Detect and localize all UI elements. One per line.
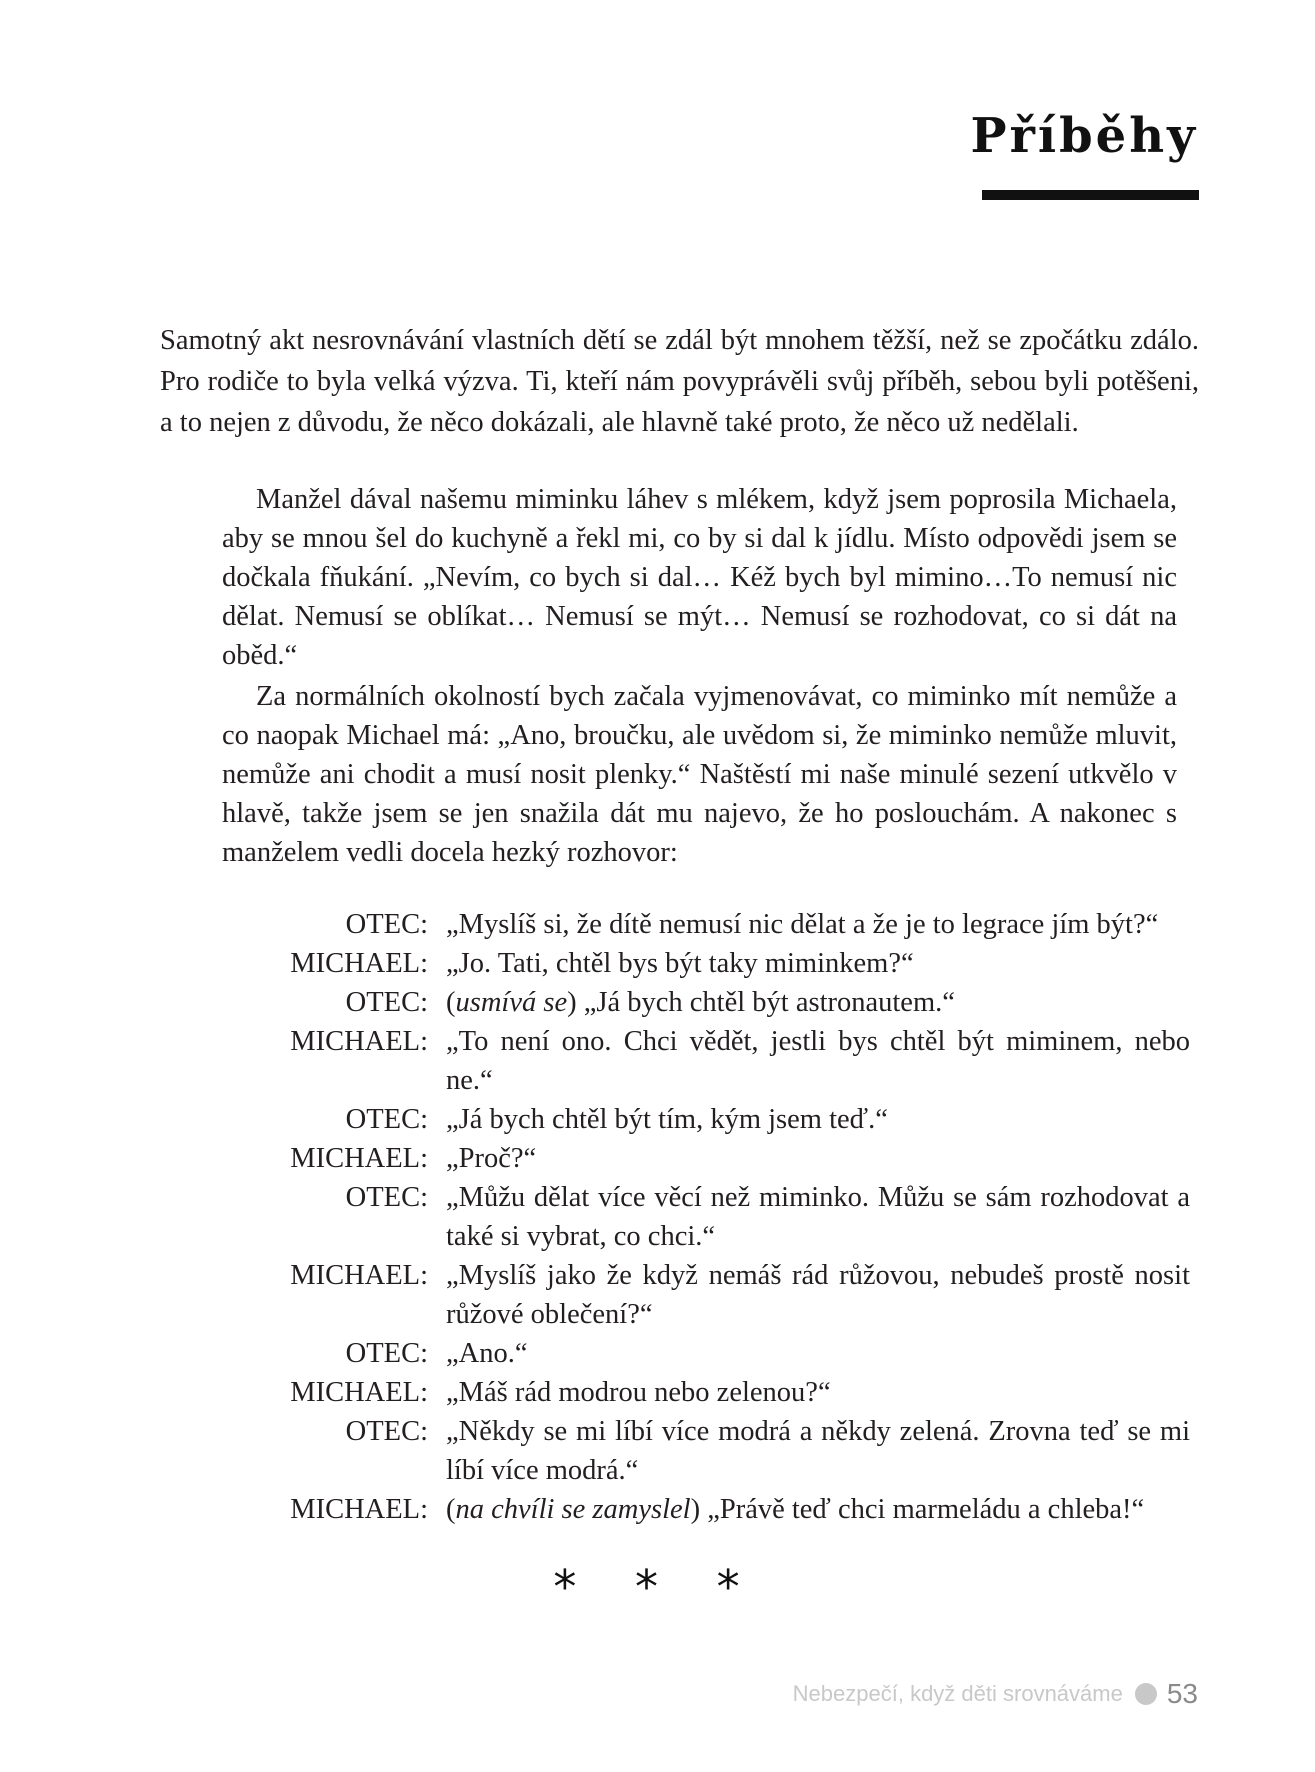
dialogue-speech: (usmívá se) „Já bych chtěl být astronautem.“ [446,987,955,1018]
dialogue-speech: (na chvíli se zamyslel) „Právě teď chci marmeládu a chleba!“ [446,1494,1145,1525]
running-title: Nebezpečí, když děti srovnáváme [792,1681,1123,1706]
dialogue-line [230,944,1190,983]
dialogue-text: „Proč?“ [446,1143,537,1174]
intro-paragraph: Samotný akt nesrovnávání vlastních dětí se zdál být mnohem těžší, než se zpočátku zdálo. Pro rodiče to byla velká výzva. Ti, kteří nám povyprávěli svůj příběh, sebou byli potěšeni, a to nejen z důvodu, že něco dokázali, ale hlavně také proto, že něco už nedělali. [160,325,1199,438]
dialogue-text: „Můžu dělat více věcí než miminko. Můžu se sám rozhodovat a také si vybrat, co chci.“ [446,1182,1190,1252]
dialogue-speech [446,905,1190,944]
dialogue [230,905,1190,1529]
dialogue-speech [446,1334,1190,1373]
dialogue-text: „Jo. Tati, chtěl bys být taky miminkem?“ [446,948,914,979]
dialogue-speaker: MICHAEL: [290,1260,428,1291]
dialogue-speaker: OTEC: [345,1182,428,1213]
dialogue-speech [446,1373,1190,1412]
dialogue-line [230,1490,1190,1529]
dialogue-line [230,983,1190,1022]
dialogue-text: „Ano.“ [446,1338,528,1369]
story-paragraph: Za normálních okolností bych začala vyjmenovávat, co miminko mít nemůže a co naopak Michael má: „Ano, broučku, ale uvědom si, že miminko nemůže mluvit, nemůže ani chodit a musí nosit plenky.“ Naštěstí mi naše minulé sezení utkvělo v hlavě, takže jsem se jen snažila dát mu najevo, že ho poslouchám. A nakonec s manželem vedli docela hezký rozhovor: [222,681,1177,868]
dialogue-text: „Myslíš jako že když nemáš rád růžovou, nebudeš prostě nosit růžové oblečení?“ [446,1260,1190,1330]
dialogue-speaker: OTEC: [345,909,428,940]
dialogue-speaker: MICHAEL: [290,1377,428,1408]
dialogue-speaker: OTEC: [345,1416,428,1447]
dialogue-line [230,1100,1190,1139]
story-paragraph: Manžel dával našemu miminku láhev s mlékem, když jsem poprosila Michaela, aby se mnou šel do kuchyně a řekl mi, co by si dal k jídlu. Místo odpovědi jsem se dočkala fňukání. „Nevím, co bych si dal… Kéž bych byl mimino…To nemusí nic dělat. Nemusí se oblíkat… Nemusí se mýt… Nemusí se rozhodovat, co si dát na oběd.“ [222,484,1177,671]
dialogue-line [230,1178,1190,1256]
dialogue-text: „Máš rád modrou nebo zelenou?“ [446,1377,831,1408]
page-number: 53 [1166,1678,1198,1709]
dialogue-speaker: MICHAEL: [290,1026,428,1057]
dialogue-line [230,1334,1190,1373]
dialogue-speech [446,944,1190,983]
dialogue-text: „Právě teď chci marmeládu a chleba!“ [707,1494,1145,1525]
dialogue-speaker: OTEC: [345,987,428,1018]
dialogue-text: „Já bych chtěl být astronautem.“ [583,987,955,1018]
dialogue-speech [446,1412,1190,1490]
dialogue-speech [446,1256,1190,1334]
dialogue-speaker: OTEC: [345,1104,428,1135]
dialogue-text: „Někdy se mi líbí více modrá a někdy zelená. Zrovna teď se mi líbí více modrá.“ [446,1416,1190,1486]
dialogue-text: „Myslíš si, že dítě nemusí nic dělat a že je to legrace jím být?“ [446,909,1159,940]
dialogue-line [230,1256,1190,1334]
stage-direction: na chvíli se zamyslel [455,1494,691,1525]
title-underline [982,190,1199,200]
dialogue-line [230,1022,1190,1100]
dialogue-speech [446,1139,1190,1178]
section-separator: * * * [553,1560,762,1614]
dialogue-speech [446,1178,1190,1256]
dialogue-text: „Já bych chtěl být tím, kým jsem teď.“ [446,1104,888,1135]
dialogue-line [230,905,1190,944]
story-block [222,480,1177,874]
dialogue-text: „To není ono. Chci vědět, jestli bys chtěl být miminem, nebo ne.“ [446,1026,1190,1096]
page-footer [793,1678,1198,1710]
chapter-title: Příběhy [970,108,1198,164]
dialogue-line [230,1139,1190,1178]
dialogue-line [230,1373,1190,1412]
dialogue-line [230,1412,1190,1490]
dialogue-speech [446,1022,1190,1100]
dialogue-speaker: MICHAEL: [290,1143,428,1174]
footer-dot-icon [1135,1683,1157,1705]
dialogue-speaker: MICHAEL: [290,948,428,979]
dialogue-speaker: OTEC: [345,1338,428,1369]
dialogue-speech [446,1100,1190,1139]
stage-direction: usmívá se [455,987,568,1018]
dialogue-speaker: MICHAEL: [290,1494,428,1525]
